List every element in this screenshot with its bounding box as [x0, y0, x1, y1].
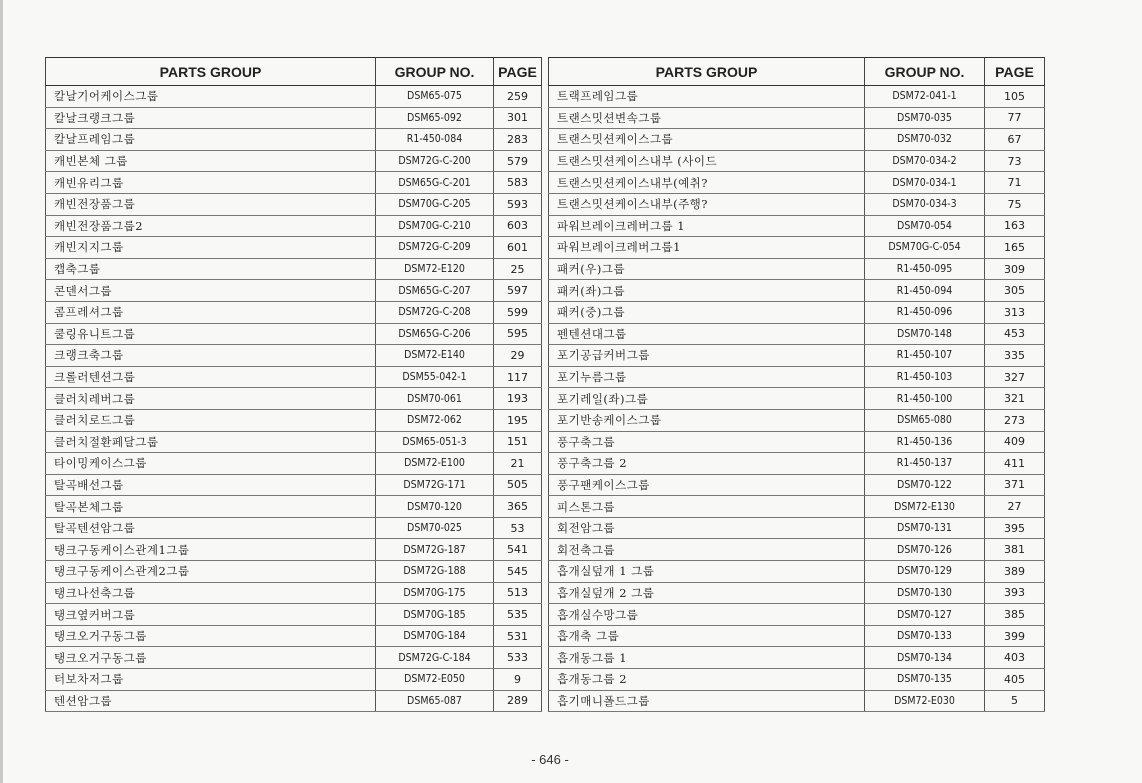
table-row — [549, 431, 1045, 453]
part-group-name: 트랜스밋션케이스그룹 — [549, 129, 865, 151]
part-group-name: 트랜스밋션케이스내부(예취? — [549, 172, 865, 194]
table-row — [46, 301, 542, 323]
page-ref: 195 — [494, 409, 542, 431]
col-header-parts-group: PARTS GROUP — [549, 58, 865, 86]
page-ref: 583 — [494, 172, 542, 194]
part-group-name: 회전암그룹 — [549, 517, 865, 539]
table-row — [46, 539, 542, 561]
col-header-group-no: GROUP NO. — [376, 58, 494, 86]
page-ref: 151 — [494, 431, 542, 453]
table-row — [46, 150, 542, 172]
page-ref: 533 — [494, 647, 542, 669]
page-ref: 29 — [494, 345, 542, 367]
group-number: R1-450-095 — [865, 258, 985, 280]
page-ref: 25 — [494, 258, 542, 280]
page-ref: 405 — [985, 669, 1045, 691]
page-ref: 603 — [494, 215, 542, 237]
page-ref: 579 — [494, 150, 542, 172]
part-group-name: 흡개동그룹 1 — [549, 647, 865, 669]
part-group-name: 트랙프레임그룹 — [549, 86, 865, 108]
page-ref: 27 — [985, 496, 1045, 518]
page-ref: 411 — [985, 453, 1045, 475]
group-number: DSM72-E120 — [376, 258, 494, 280]
page-ref: 165 — [985, 237, 1045, 259]
table-row — [46, 366, 542, 388]
part-group-name: 풍구축그룹 — [549, 431, 865, 453]
group-number: R1-450-136 — [865, 431, 985, 453]
col-header-parts-group: PARTS GROUP — [46, 58, 376, 86]
table-row — [46, 431, 542, 453]
page-ref: 21 — [494, 453, 542, 475]
part-group-name: 캐빈본체 그룹 — [46, 150, 376, 172]
page-ref: 9 — [494, 669, 542, 691]
table-row — [46, 345, 542, 367]
group-number: DSM70-034-3 — [865, 193, 985, 215]
page-ref: 381 — [985, 539, 1045, 561]
group-number: DSM70G-184 — [376, 625, 494, 647]
table-row — [549, 280, 1045, 302]
part-group-name: 탱크구동케이스관계1그룹 — [46, 539, 376, 561]
page-ref: 545 — [494, 561, 542, 583]
page-ref: 409 — [985, 431, 1045, 453]
group-number: DSM70G-C-205 — [376, 193, 494, 215]
page-ref: 371 — [985, 474, 1045, 496]
part-group-name: 트랜스밋션케이스내부 (사이드 — [549, 150, 865, 172]
group-number: DSM72-041-1 — [865, 86, 985, 108]
part-group-name: 포기반송케이스그룹 — [549, 409, 865, 431]
page-ref: 321 — [985, 388, 1045, 410]
parts-index — [45, 57, 1045, 712]
table-row — [46, 107, 542, 129]
group-number: DSM72G-187 — [376, 539, 494, 561]
part-group-name: 캐빈전장품그룹2 — [46, 215, 376, 237]
table-row — [46, 690, 542, 712]
table-row — [46, 582, 542, 604]
page-ref: 305 — [985, 280, 1045, 302]
group-number: DSM70-122 — [865, 474, 985, 496]
table-row — [549, 258, 1045, 280]
group-number: DSM70G-C-210 — [376, 215, 494, 237]
table-row — [46, 323, 542, 345]
page-ref: 531 — [494, 625, 542, 647]
part-group-name: 흡개축 그룹 — [549, 625, 865, 647]
group-number: DSM72G-171 — [376, 474, 494, 496]
part-group-name: 파워브레이크레버그룹1 — [549, 237, 865, 259]
group-number: DSM65G-C-206 — [376, 323, 494, 345]
header-row — [549, 58, 1045, 86]
page-ref: 403 — [985, 647, 1045, 669]
page-ref: 505 — [494, 474, 542, 496]
part-group-name: 칼날크랭크그룹 — [46, 107, 376, 129]
table-row — [549, 323, 1045, 345]
group-number: DSM70G-185 — [376, 604, 494, 626]
part-group-name: 칼날기어케이스그룹 — [46, 86, 376, 108]
table-row — [549, 193, 1045, 215]
table-row — [46, 172, 542, 194]
page-ref: 453 — [985, 323, 1045, 345]
part-group-name: 탱크나선축그룹 — [46, 582, 376, 604]
group-number: DSM70-061 — [376, 388, 494, 410]
table-row — [549, 625, 1045, 647]
page-ref: 67 — [985, 129, 1045, 151]
part-group-name: 캡축그룹 — [46, 258, 376, 280]
table-row — [549, 669, 1045, 691]
part-group-name: 파워브레이크레버그룹 1 — [549, 215, 865, 237]
group-number: DSM65-075 — [376, 86, 494, 108]
table-row — [549, 409, 1045, 431]
group-number: DSM72-E100 — [376, 453, 494, 475]
group-number: DSM72-E050 — [376, 669, 494, 691]
page-ref: 105 — [985, 86, 1045, 108]
part-group-name: 피스톤그룹 — [549, 496, 865, 518]
table-row — [549, 107, 1045, 129]
group-number: DSM70-034-2 — [865, 150, 985, 172]
group-number: DSM70-133 — [865, 625, 985, 647]
table-row — [549, 345, 1045, 367]
group-number: DSM70-120 — [376, 496, 494, 518]
part-group-name: 회전축그룹 — [549, 539, 865, 561]
part-group-name: 클러치로드그룹 — [46, 409, 376, 431]
group-number: DSM70-134 — [865, 647, 985, 669]
table-row — [549, 517, 1045, 539]
group-number: DSM70-129 — [865, 561, 985, 583]
table-row — [549, 647, 1045, 669]
table-body-left — [46, 86, 542, 712]
part-group-name: 탈곡배선그룹 — [46, 474, 376, 496]
group-number: DSM70-054 — [865, 215, 985, 237]
part-group-name: 클러치레버그룹 — [46, 388, 376, 410]
header-row — [46, 58, 542, 86]
part-group-name: 포기레일(좌)그룹 — [549, 388, 865, 410]
table-row — [46, 453, 542, 475]
part-group-name: 캐빈지지그룹 — [46, 237, 376, 259]
table-row — [46, 388, 542, 410]
col-header-group-no: GROUP NO. — [865, 58, 985, 86]
page-ref: 393 — [985, 582, 1045, 604]
page-ref: 193 — [494, 388, 542, 410]
page-ref: 593 — [494, 193, 542, 215]
group-number: DSM72G-C-208 — [376, 301, 494, 323]
page-ref: 289 — [494, 690, 542, 712]
group-number: R1-450-103 — [865, 366, 985, 388]
table-row — [549, 129, 1045, 151]
page-ref: 513 — [494, 582, 542, 604]
part-group-name: 흡개동그룹 2 — [549, 669, 865, 691]
table-row — [46, 517, 542, 539]
part-group-name: 텐션암그룹 — [46, 690, 376, 712]
page-ref: 395 — [985, 517, 1045, 539]
table-row — [46, 193, 542, 215]
table-row — [549, 453, 1045, 475]
page-ref: 77 — [985, 107, 1045, 129]
col-header-page: PAGE — [985, 58, 1045, 86]
table-row — [549, 301, 1045, 323]
page-ref: 541 — [494, 539, 542, 561]
group-number: DSM72G-C-200 — [376, 150, 494, 172]
part-group-name: 탱크옆커버그룹 — [46, 604, 376, 626]
group-number: DSM65-092 — [376, 107, 494, 129]
table-row — [46, 129, 542, 151]
col-header-page: PAGE — [494, 58, 542, 86]
table-row — [549, 604, 1045, 626]
page-ref: 597 — [494, 280, 542, 302]
table-row — [46, 669, 542, 691]
part-group-name: 터보차저그룹 — [46, 669, 376, 691]
part-group-name: 트랜스밋션케이스내부(주행? — [549, 193, 865, 215]
table-row — [549, 496, 1045, 518]
part-group-name: 트랜스밋션변속그룹 — [549, 107, 865, 129]
group-number: DSM70G-175 — [376, 582, 494, 604]
table-row — [549, 539, 1045, 561]
group-number: DSM65-087 — [376, 690, 494, 712]
group-number: DSM70-135 — [865, 669, 985, 691]
part-group-name: 패커(좌)그룹 — [549, 280, 865, 302]
part-group-name: 풍구축그룹 2 — [549, 453, 865, 475]
page-ref: 301 — [494, 107, 542, 129]
group-number: DSM70-034-1 — [865, 172, 985, 194]
table-row — [46, 86, 542, 108]
part-group-name: 탱크구동케이스관계2그룹 — [46, 561, 376, 583]
table-row — [549, 172, 1045, 194]
group-number: DSM70-148 — [865, 323, 985, 345]
group-number: R1-450-084 — [376, 129, 494, 151]
page-ref: 601 — [494, 237, 542, 259]
group-number: DSM72G-188 — [376, 561, 494, 583]
table-row — [46, 647, 542, 669]
table-row — [549, 215, 1045, 237]
page-ref: 273 — [985, 409, 1045, 431]
page-ref: 365 — [494, 496, 542, 518]
table-row — [46, 625, 542, 647]
group-number: DSM72-062 — [376, 409, 494, 431]
group-number: DSM65G-C-207 — [376, 280, 494, 302]
page-ref: 71 — [985, 172, 1045, 194]
page-ref: 327 — [985, 366, 1045, 388]
part-group-name: 칼날프레임그룹 — [46, 129, 376, 151]
group-number: R1-450-094 — [865, 280, 985, 302]
group-number: DSM70-130 — [865, 582, 985, 604]
group-number: DSM65G-C-201 — [376, 172, 494, 194]
group-number: R1-450-100 — [865, 388, 985, 410]
group-number: DSM55-042-1 — [376, 366, 494, 388]
part-group-name: 쿨링유니트그룹 — [46, 323, 376, 345]
parts-table-left — [45, 57, 542, 712]
page-ref: 73 — [985, 150, 1045, 172]
table-row — [46, 258, 542, 280]
table-row — [549, 366, 1045, 388]
part-group-name: 포기누름그룹 — [549, 366, 865, 388]
part-group-name: 탈곡텐션암그룹 — [46, 517, 376, 539]
page-ref: 389 — [985, 561, 1045, 583]
group-number: R1-450-137 — [865, 453, 985, 475]
group-number: DSM72-E130 — [865, 496, 985, 518]
group-number: DSM72-E140 — [376, 345, 494, 367]
table-row — [549, 388, 1045, 410]
page-ref: 5 — [985, 690, 1045, 712]
table-row — [549, 690, 1045, 712]
part-group-name: 패커(우)그룹 — [549, 258, 865, 280]
table-row — [549, 474, 1045, 496]
part-group-name: 크랭크축그룹 — [46, 345, 376, 367]
part-group-name: 흡개실덮개 1 그룹 — [549, 561, 865, 583]
group-number: DSM72G-C-209 — [376, 237, 494, 259]
page-ref: 309 — [985, 258, 1045, 280]
table-row — [46, 409, 542, 431]
part-group-name: 풍구팬케이스그룹 — [549, 474, 865, 496]
part-group-name: 크롤러텐션그룹 — [46, 366, 376, 388]
group-number: DSM70-131 — [865, 517, 985, 539]
table-row — [46, 474, 542, 496]
page-ref: 313 — [985, 301, 1045, 323]
table-row — [46, 604, 542, 626]
group-number: DSM72-E030 — [865, 690, 985, 712]
part-group-name: 패커(중)그룹 — [549, 301, 865, 323]
part-group-name: 흡개실덮개 2 그룹 — [549, 582, 865, 604]
table-row — [549, 237, 1045, 259]
group-number: DSM72G-C-184 — [376, 647, 494, 669]
group-number: DSM70-127 — [865, 604, 985, 626]
table-row — [549, 86, 1045, 108]
group-number: DSM65-080 — [865, 409, 985, 431]
part-group-name: 탱크오거구동그룹 — [46, 625, 376, 647]
page-number: - 646 - — [531, 752, 569, 767]
part-group-name: 콘덴서그룹 — [46, 280, 376, 302]
page-ref: 599 — [494, 301, 542, 323]
page-ref: 385 — [985, 604, 1045, 626]
page-ref: 75 — [985, 193, 1045, 215]
table-row — [549, 561, 1045, 583]
page-ref: 259 — [494, 86, 542, 108]
table-row — [549, 582, 1045, 604]
part-group-name: 펜텐션대그룹 — [549, 323, 865, 345]
page-ref: 283 — [494, 129, 542, 151]
part-group-name: 타이밍케이스그룹 — [46, 453, 376, 475]
parts-table-right — [548, 57, 1045, 712]
group-number: DSM70-025 — [376, 517, 494, 539]
group-number: DSM70G-C-054 — [865, 237, 985, 259]
part-group-name: 캐빈전장품그룹 — [46, 193, 376, 215]
table-body-right — [549, 86, 1045, 712]
group-number: DSM70-126 — [865, 539, 985, 561]
part-group-name: 콤프레셔그룹 — [46, 301, 376, 323]
group-number: DSM65-051-3 — [376, 431, 494, 453]
part-group-name: 탱크오거구동그룹 — [46, 647, 376, 669]
page-ref: 53 — [494, 517, 542, 539]
page-ref: 335 — [985, 345, 1045, 367]
page-ref: 535 — [494, 604, 542, 626]
table-row — [46, 280, 542, 302]
group-number: DSM70-035 — [865, 107, 985, 129]
table-row — [46, 215, 542, 237]
page-ref: 117 — [494, 366, 542, 388]
page-ref: 399 — [985, 625, 1045, 647]
group-number: R1-450-107 — [865, 345, 985, 367]
part-group-name: 흡기매니폴드그룹 — [549, 690, 865, 712]
group-number: R1-450-096 — [865, 301, 985, 323]
part-group-name: 캐빈유리그룹 — [46, 172, 376, 194]
part-group-name: 흡개실수망그룹 — [549, 604, 865, 626]
part-group-name: 포기공급커버그룹 — [549, 345, 865, 367]
table-row — [46, 237, 542, 259]
part-group-name: 탈곡본체그룹 — [46, 496, 376, 518]
table-row — [549, 150, 1045, 172]
table-row — [46, 496, 542, 518]
part-group-name: 클러치절환페달그룹 — [46, 431, 376, 453]
table-row — [46, 561, 542, 583]
page-ref: 163 — [985, 215, 1045, 237]
group-number: DSM70-032 — [865, 129, 985, 151]
page-ref: 595 — [494, 323, 542, 345]
